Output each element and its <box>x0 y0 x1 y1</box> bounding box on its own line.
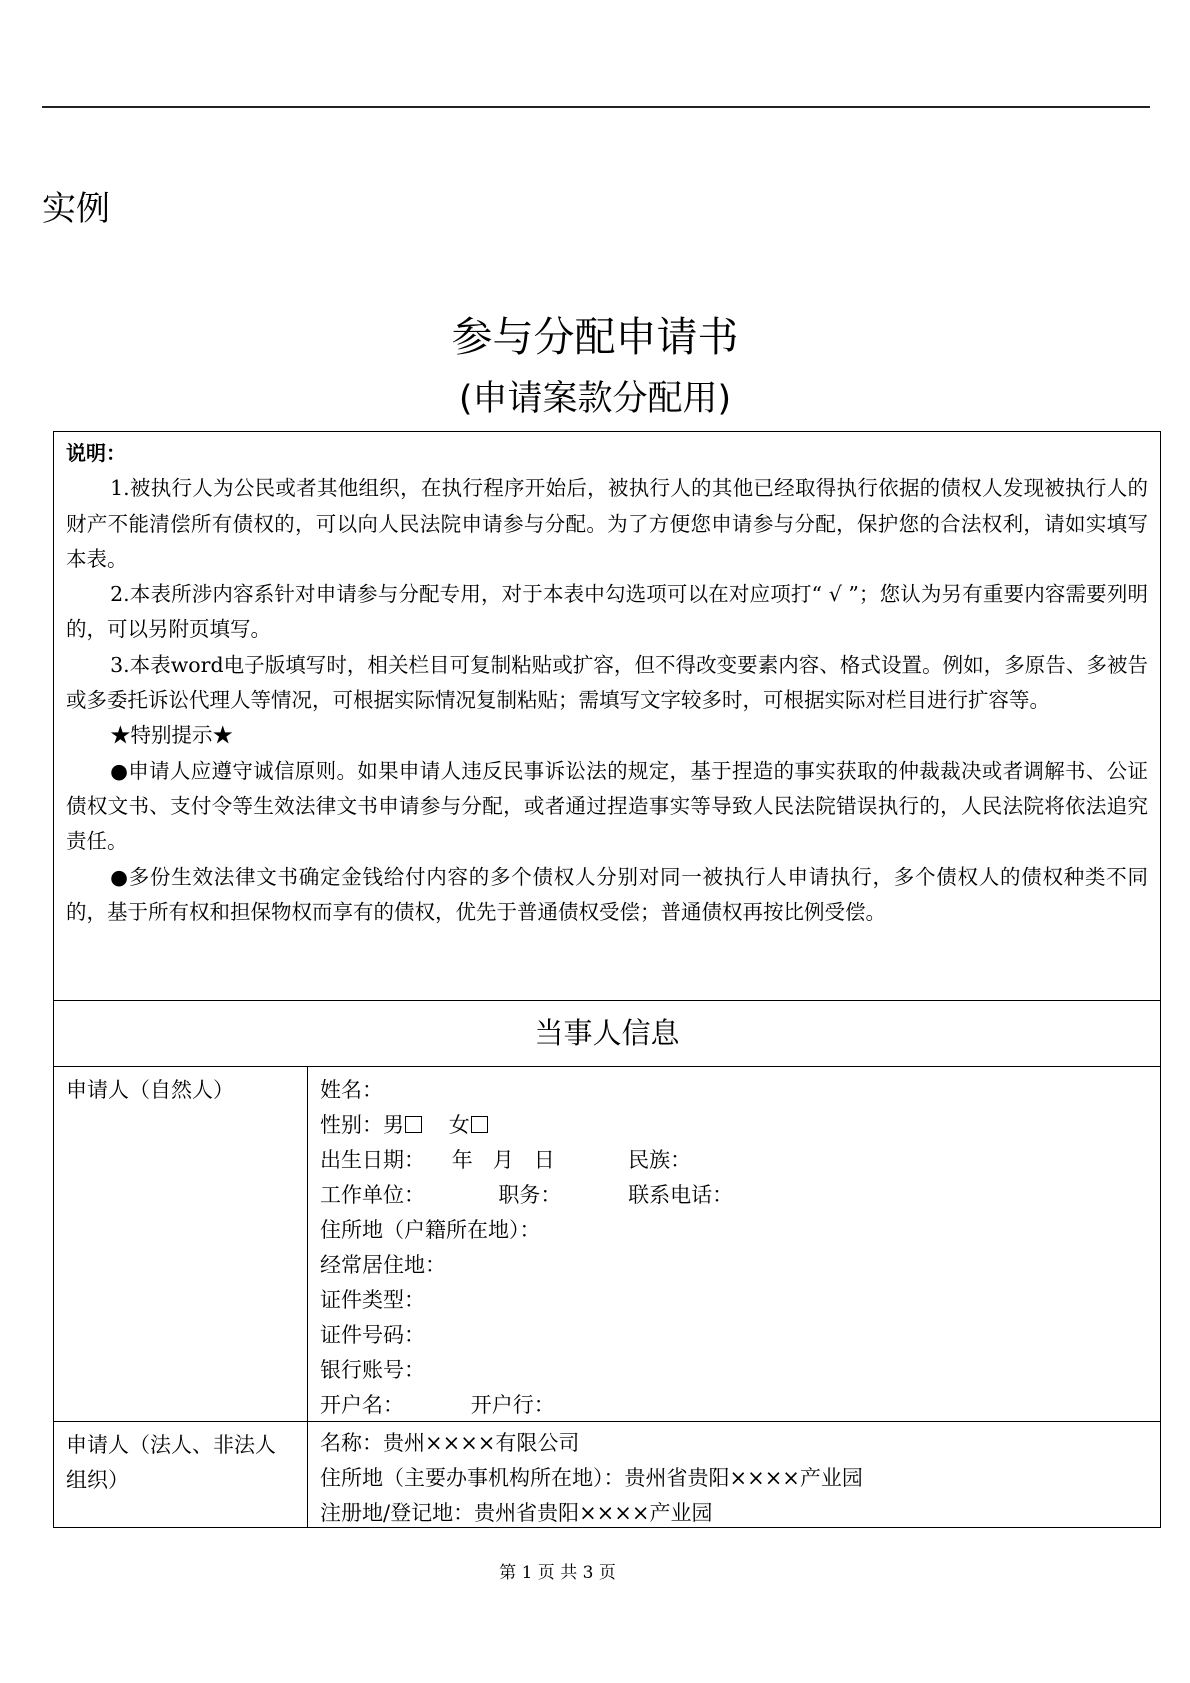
office-address-field[interactable]: 住所地（主要办事机构所在地）：贵州省贵阳××××产业园 <box>320 1466 863 1490</box>
header-rule <box>42 106 1150 108</box>
birth-ethnicity-field[interactable]: 出生日期： 年 月 日 民族： <box>320 1148 692 1172</box>
instructions-section <box>54 432 1160 1001</box>
special-notice-item: ●多份生效法律文书确定金钱给付内容的多个债权人分别对同一被执行人申请执行，多个债权人的债权种类不同的，基于所有权和担保物权而享有的债权，优先于普通债权受偿；普通债权再按比例受偿。 <box>66 864 1148 924</box>
natural-person-label: 申请人（自然人） <box>54 1067 308 1421</box>
special-notice-item: ●申请人应遵守诚信原则。如果申请人违反民事诉讼法的规定，基于捏造的事实获取的仲裁裁决或者调解书、公证债权文书、支付令等生效法律文书申请参与分配，或者通过捏造事实等导致人民法院错误执行的，人民法院将依法追究责任。 <box>66 758 1148 854</box>
application-form-table <box>53 431 1161 1528</box>
party-info-header: 当事人信息 <box>54 1001 1160 1067</box>
legal-person-fields <box>308 1422 1160 1527</box>
gender-female-checkbox[interactable] <box>471 1116 488 1133</box>
id-type-field[interactable]: 证件类型： <box>320 1288 425 1312</box>
registered-residence-field[interactable]: 住所地（户籍所在地）： <box>320 1218 541 1242</box>
natural-person-fields <box>308 1067 1160 1421</box>
id-number-field[interactable]: 证件号码： <box>320 1323 425 1347</box>
example-label: 实例 <box>42 189 110 229</box>
natural-person-row <box>54 1067 1160 1422</box>
bank-account-field[interactable]: 银行账号： <box>320 1358 425 1382</box>
instruction-paragraph: 3.本表word电子版填写时，相关栏目可复制粘贴或扩容，但不得改变要素内容、格式设置。例如，多原告、多被告或多委托诉讼代理人等情况，可根据实际情况复制粘贴；需填写文字较多时，可根据实际对栏目进行扩容等。 <box>66 652 1148 713</box>
legal-person-row <box>54 1422 1160 1527</box>
account-name-bank-field[interactable]: 开户名： 开户行： <box>320 1393 555 1417</box>
document-title: 参与分配申请书 <box>451 313 739 361</box>
gender-male-checkbox[interactable] <box>405 1116 422 1133</box>
instructions-heading: 说明： <box>66 441 126 465</box>
company-name-field[interactable]: 名称：贵州××××有限公司 <box>320 1431 580 1455</box>
gender-female-label: 女 <box>448 1113 470 1137</box>
document-subtitle: (申请案款分配用) <box>458 379 732 419</box>
gender-male-label: 性别：男 <box>320 1113 404 1137</box>
name-field[interactable]: 姓名： <box>320 1078 383 1102</box>
special-notice-heading: ★特别提示★ <box>110 723 234 748</box>
instruction-paragraph: 1.被执行人为公民或者其他组织，在执行程序开始后，被执行人的其他已经取得执行依据的债权人发现被执行人的财产不能清偿所有债权的，可以向人民法院申请参与分配。为了方便您申请参与分配，保护您的合法权利，请如实填写本表。 <box>66 476 1148 571</box>
legal-person-label: 申请人（法人、非法人组织） <box>54 1422 308 1527</box>
habitual-residence-field[interactable]: 经常居住地： <box>320 1253 446 1277</box>
page-number: 第 1 页 共 3 页 <box>499 1563 616 1583</box>
gender-field <box>320 1108 1148 1143</box>
registered-address-field[interactable]: 注册地/登记地：贵州省贵阳××××产业园 <box>320 1501 713 1525</box>
employer-position-phone-field[interactable]: 工作单位： 职务： 联系电话： <box>320 1183 734 1207</box>
instruction-paragraph: 2.本表所涉内容系针对申请参与分配专用，对于本表中勾选项可以在对应项打“ √ ”；您认为另有重要内容需要列明的，可以另附页填写。 <box>66 582 1148 642</box>
